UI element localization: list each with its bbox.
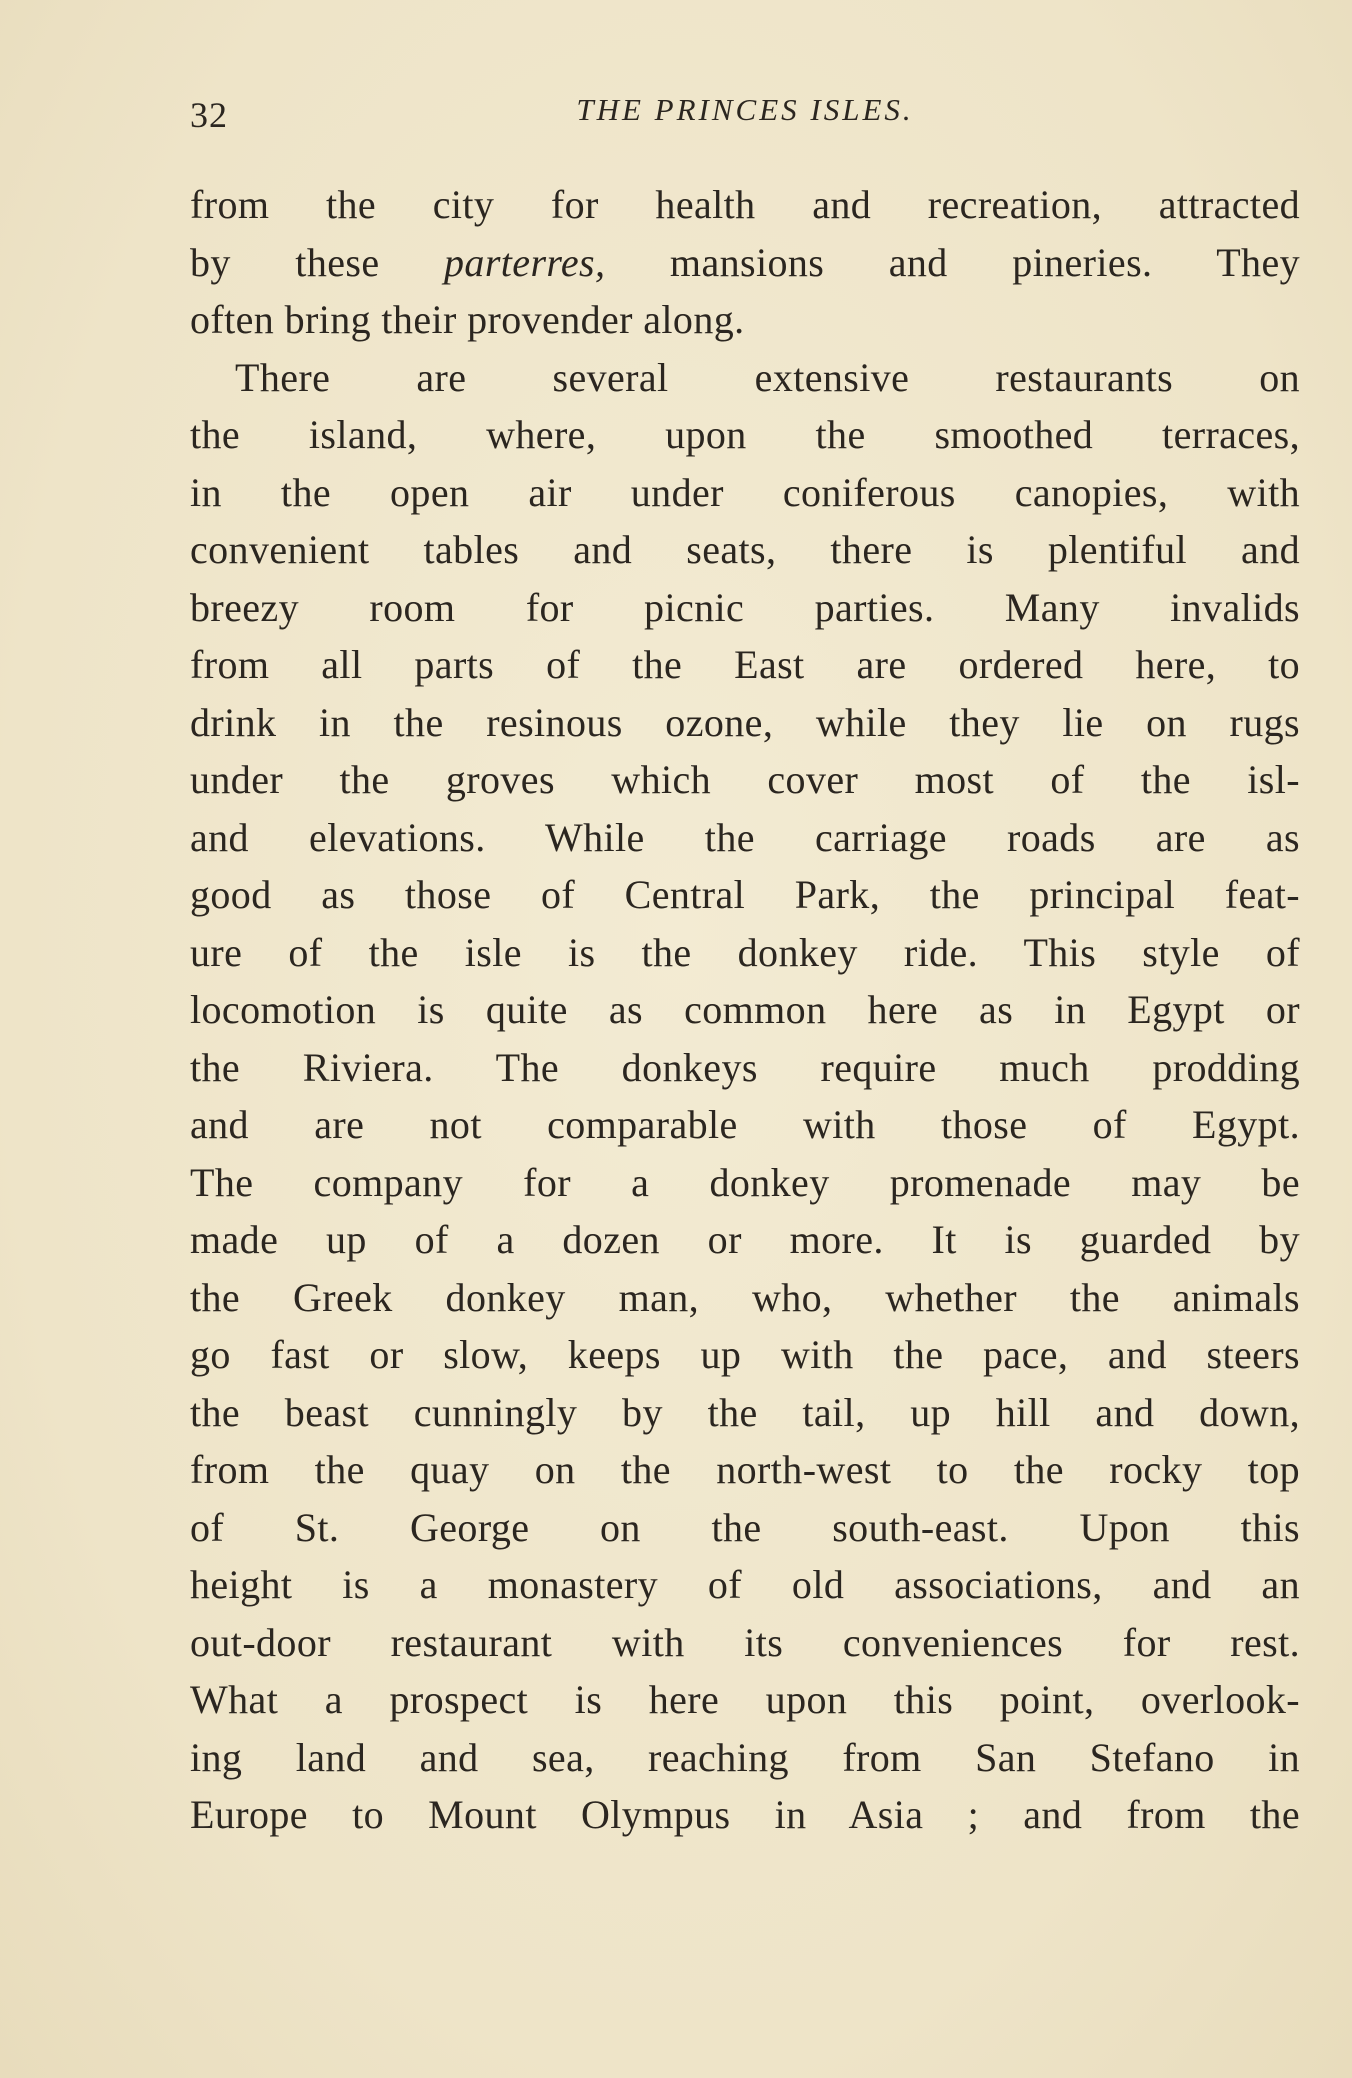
text-line: of St. George on the south-east. Upon this <box>190 1504 1300 1550</box>
text-line: out-door restaurant with its conveniences for rest. <box>190 1619 1300 1665</box>
text-line: What a prospect is here upon this point, overlook- <box>190 1677 1300 1722</box>
text-line: go fast or slow, keeps up with the pace, and steers <box>190 1332 1300 1377</box>
text-fragment: mansions and pineries. They <box>605 239 1301 285</box>
text-line: the beast cunningly by the tail, up hill and down, <box>190 1389 1300 1435</box>
text-line: under the groves which cover most of the isl- <box>190 757 1300 802</box>
body-text <box>190 176 1300 1844</box>
text-line: breezy room for picnic parties. Many invalids <box>190 584 1300 630</box>
text-line: There are several extensive restaurants on <box>235 354 1300 400</box>
text-line: and elevations. While the carriage roads are as <box>190 814 1300 860</box>
text-line: from all parts of the East are ordered here, to <box>190 642 1300 687</box>
text-fragment: by these <box>190 239 445 285</box>
page-header <box>190 88 1300 138</box>
text-line: ing land and sea, reaching from San Stefano in <box>190 1734 1300 1780</box>
text-line: height is a monastery of old associations, and an <box>190 1562 1300 1607</box>
text-line: from the quay on the north-west to the rocky top <box>190 1447 1300 1492</box>
text-line: the Riviera. The donkeys require much prodding <box>190 1044 1300 1090</box>
text-line: locomotion is quite as common here as in Egypt or <box>190 987 1300 1032</box>
text-line: from the city for health and recreation, attracted <box>190 182 1300 227</box>
text-line: made up of a dozen or more. It is guarded by <box>190 1217 1300 1262</box>
text-line: The company for a donkey promenade may be <box>190 1159 1300 1205</box>
text-line: in the open air under coniferous canopies, with <box>190 469 1300 515</box>
running-head: THE PRINCES ISLES. <box>576 92 914 127</box>
text-line: ure of the isle is the donkey ride. This style of <box>190 929 1300 975</box>
text-line: drink in the resinous ozone, while they lie on rugs <box>190 699 1300 745</box>
italic-word: parterres, <box>444 239 606 285</box>
text-line: often bring their provender along. <box>190 297 745 342</box>
text-line: the island, where, upon the smoothed terraces, <box>190 412 1300 457</box>
text-line: good as those of Central Park, the principal feat- <box>190 872 1300 917</box>
page-number: 32 <box>190 95 228 135</box>
text-line: and are not comparable with those of Egypt. <box>190 1102 1300 1147</box>
text-line <box>190 234 1300 292</box>
text-line: Europe to Mount Olympus in Asia ; and from the <box>190 1792 1300 1837</box>
text-line: convenient tables and seats, there is plentiful and <box>190 527 1300 572</box>
text-line: the Greek donkey man, who, whether the animals <box>190 1274 1300 1320</box>
